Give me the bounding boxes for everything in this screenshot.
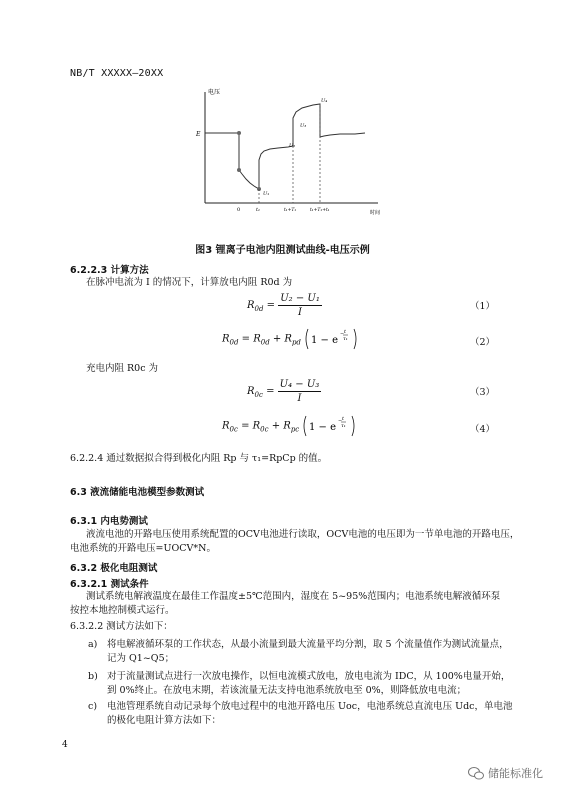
section-6321-heading: 6.3.2.1 测试条件 <box>70 579 149 590</box>
section-6223-heading: 6.2.2.3 计算方法 <box>70 265 149 276</box>
list-item-c-line1: 电池管理系统自动记录每个放电过程中的电池开路电压 Uoc，电池系统总直流电压 Udc，单电池 <box>107 701 513 712</box>
list-item-a-mark: a) <box>88 639 98 650</box>
svg-text:τ₁: τ₁ <box>343 336 348 342</box>
section-6321-line1: 测试系统电解液温度在最佳工作温度±5℃范围内，湿度在 5~95%范围内；电池系统电解液循环泵 <box>86 591 501 602</box>
svg-text:t: t <box>344 329 347 335</box>
svg-text:1 − e: 1 − e <box>311 335 339 346</box>
wechat-icon <box>468 767 484 780</box>
svg-text:−: − <box>340 331 345 337</box>
label-U1: U₁ <box>263 191 270 197</box>
tick-t2: t₁+T₁ <box>284 208 297 213</box>
label-U2: U₂ <box>289 143 296 149</box>
exp-term <box>302 415 358 437</box>
svg-text:1 − e: 1 − e <box>309 422 337 433</box>
figure-caption: 图3 锂离子电池内阻测试曲线-电压示例 <box>195 245 370 256</box>
equation-2-number: （2） <box>470 337 496 348</box>
list-item-a-line2: 记为 Q1~Q5； <box>107 653 175 664</box>
equation-4-number: （4） <box>470 424 496 435</box>
list-item-b-line1: 对于流量测试点进行一次放电操作，以恒电流模式放电，放电电流为 IDC，从 100%电量开始， <box>107 671 511 682</box>
document-code: NB/T XXXXX—20XX <box>70 68 164 79</box>
equation-3-number: （3） <box>470 387 496 398</box>
y-axis-label: 电压 <box>208 89 221 96</box>
svg-text:τ₁: τ₁ <box>341 423 347 429</box>
section-631-line1: 液流电池的开路电压使用系统配置的OCV电池进行读取，OCV电池的电压即为一节单电池的开路电压， <box>86 529 520 540</box>
exp-term <box>304 328 360 350</box>
equation-3: $R_{0c}$ = $\frac{\text{U₄ − U₃}}{I}$ <box>247 379 320 404</box>
point-marker <box>237 131 241 135</box>
section-631-heading: 6.3.1 内电势测试 <box>70 516 148 527</box>
watermark-text: 储能标准化 <box>488 767 543 780</box>
equation-1: $R_{0d}$ = $\frac{\text{U₂ − U₁}}{I}$ <box>247 293 320 318</box>
section-6224-text: 6.2.2.4 通过数据拟合得到极化内阻 Rp 与 τ₁=RpCp 的值。 <box>70 453 328 464</box>
section-6321-line2: 按控本地控制模式运行。 <box>70 605 175 616</box>
section-632-heading: 6.3.2 极化电阻测试 <box>70 563 158 574</box>
section-6322-heading: 6.3.2.2 测试方法如下： <box>70 621 173 632</box>
voltage-curve <box>205 104 365 189</box>
list-item-a-line1: 将电解液循环泵的工作状态，从最小流量到最大流量平均分割，取 5 个流量值作为测试流量点， <box>107 639 509 650</box>
equation-4: $R_{0c} = R_{0c} + R_{pc}$ 1 − e − t τ₁ <box>222 415 358 437</box>
list-item-c-line2: 的极化电阻计算方法如下： <box>107 715 222 726</box>
point-marker <box>237 168 241 172</box>
voltage-curve-figure <box>150 80 390 230</box>
x-axis-label: 时间 <box>370 210 381 216</box>
section-63-heading: 6.3 液流储能电池模型参数测试 <box>70 487 205 498</box>
equation-1-number: （1） <box>470 301 496 312</box>
watermark <box>468 765 543 781</box>
label-U3: U₃ <box>300 123 307 129</box>
tick-t1: t₁ <box>256 207 261 213</box>
section-631-line2: 电池系统的开路电压=UOCV*N。 <box>70 543 216 554</box>
section-6223-intro: 在脉冲电流为 I 的情况下，计算放电内阻 R0d 为 <box>86 277 293 288</box>
label-U4: U₄ <box>321 98 328 104</box>
equation-2: $R_{0d} = R_{0d} + R_{pd}$ 1 − e − t τ₁ <box>222 328 360 350</box>
charge-resistance-text: 充电内阻 R0c 为 <box>86 363 159 374</box>
tick-t3: t₁+T₁+t₁ <box>310 208 330 213</box>
list-item-b-line2: 到 0%终止。在放电末期，若该流量无法支持电池系统放电至 0%，则降低放电电流； <box>107 685 467 696</box>
page-number: 4 <box>62 740 68 750</box>
svg-text:−: − <box>338 418 343 424</box>
label-E: E <box>196 131 201 138</box>
svg-text:t: t <box>342 416 345 422</box>
list-item-b-mark: b) <box>88 671 98 682</box>
tick-0: 0 <box>237 207 241 213</box>
list-item-c-mark: c) <box>88 701 98 712</box>
